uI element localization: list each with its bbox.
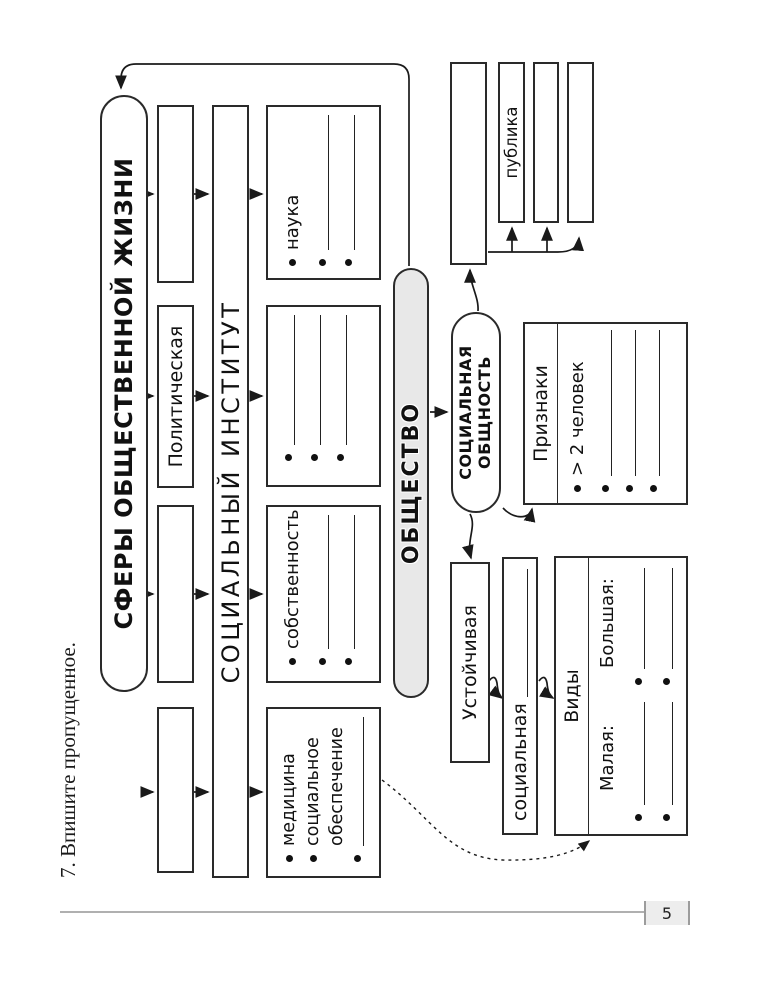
bullet-icon [289, 259, 296, 266]
property-item-1: собственность [282, 509, 303, 649]
bullet-icon [663, 678, 670, 685]
fill-in-blank [316, 515, 329, 649]
priznaki-header [525, 324, 558, 503]
bullet-icon [289, 658, 296, 665]
bullet-icon [319, 259, 326, 266]
publika-row-3 [567, 62, 594, 223]
bolshaya-label: Большая: [597, 578, 618, 668]
sphere-box-2 [157, 505, 194, 683]
bullet-icon [311, 454, 318, 461]
institute-bar-label: СОЦИАЛЬНЫЙ ИНСТИТУТ [216, 299, 245, 684]
spheres-pill [100, 95, 148, 692]
bullet-icon [345, 259, 352, 266]
vidy-header [556, 558, 589, 834]
medicine-item-2: социальное [303, 737, 323, 846]
bullet-icon [635, 814, 642, 821]
bullet-icon [650, 485, 657, 492]
bullet-icon [286, 855, 293, 862]
fill-in-blank [632, 702, 645, 805]
fill-in-blank [660, 568, 673, 669]
sotsialnaya-box [502, 557, 538, 835]
bullet-icon [337, 454, 344, 461]
exercise-heading: 7. Впишите пропущенное. [56, 642, 80, 878]
fill-in-blank [351, 717, 364, 846]
sphere-box-1 [157, 707, 194, 873]
priznaki-item-1: > 2 человек [567, 361, 588, 476]
institute-bar [212, 105, 249, 878]
fill-in-blank [316, 115, 329, 250]
fill-in-blank [632, 568, 645, 669]
institute-box-science [266, 105, 381, 280]
sphere-box-political [157, 305, 194, 488]
bullet-icon [635, 678, 642, 685]
priznaki-box [523, 322, 688, 505]
malaya-label: Малая: [597, 725, 618, 791]
page-number [646, 901, 688, 925]
publika-row-1 [498, 62, 525, 223]
fill-in-blank [513, 569, 528, 697]
footer-rule [60, 911, 645, 913]
science-item-1: наука [282, 194, 303, 250]
ustoychivaya-label: Устойчивая [459, 605, 481, 720]
medicine-item-2b: обеспечение [327, 727, 347, 846]
sphere-box-4 [157, 105, 194, 283]
institute-box-blank [266, 305, 381, 487]
bullet-icon [319, 658, 326, 665]
fill-in-blank [334, 315, 347, 445]
bullet-icon [354, 855, 361, 862]
page-number-value: 5 [661, 903, 673, 923]
vidy-header-label: Виды [561, 669, 583, 723]
society-pill-label: ОБЩЕСТВО [398, 401, 424, 565]
sphere-box-political-label: Политическая [164, 325, 187, 468]
society-pill [393, 268, 429, 698]
bullet-icon [663, 814, 670, 821]
fill-in-blank [342, 515, 355, 649]
fill-in-blank [660, 702, 673, 805]
bullet-icon [285, 454, 292, 461]
community-pill-line2: ОБЩНОСТЬ [475, 356, 494, 469]
fill-in-blank [342, 115, 355, 250]
bullet-icon [602, 485, 609, 492]
fill-in-blank [623, 330, 636, 476]
vidy-box [554, 556, 688, 836]
institute-box-property [266, 505, 381, 683]
fill-in-blank [647, 330, 660, 476]
medicine-item-1: медицина [279, 753, 299, 846]
fill-in-blank [599, 330, 612, 476]
fill-in-blank [282, 315, 295, 445]
bullet-icon [574, 485, 581, 492]
bullet-icon [310, 855, 317, 862]
footer-tick-right [688, 901, 690, 925]
institute-box-medicine [266, 707, 381, 878]
community-target-box [450, 62, 487, 265]
ustoychivaya-box [450, 562, 490, 763]
fill-in-blank [308, 315, 321, 445]
spheres-pill-label: СФЕРЫ ОБЩЕСТВЕННОЙ ЖИЗНИ [110, 157, 138, 630]
community-pill-line1: СОЦИАЛЬНАЯ [456, 345, 476, 480]
sotsialnaya-label: социальная [509, 703, 531, 821]
priznaki-header-label: Признаки [530, 365, 552, 462]
publika-row-2 [533, 62, 559, 223]
bolshaya-column [589, 558, 673, 694]
bullet-icon [345, 658, 352, 665]
publika-row-1-label: публика [502, 106, 521, 179]
malaya-column [589, 694, 673, 834]
community-pill [451, 312, 501, 513]
bullet-icon [626, 485, 633, 492]
